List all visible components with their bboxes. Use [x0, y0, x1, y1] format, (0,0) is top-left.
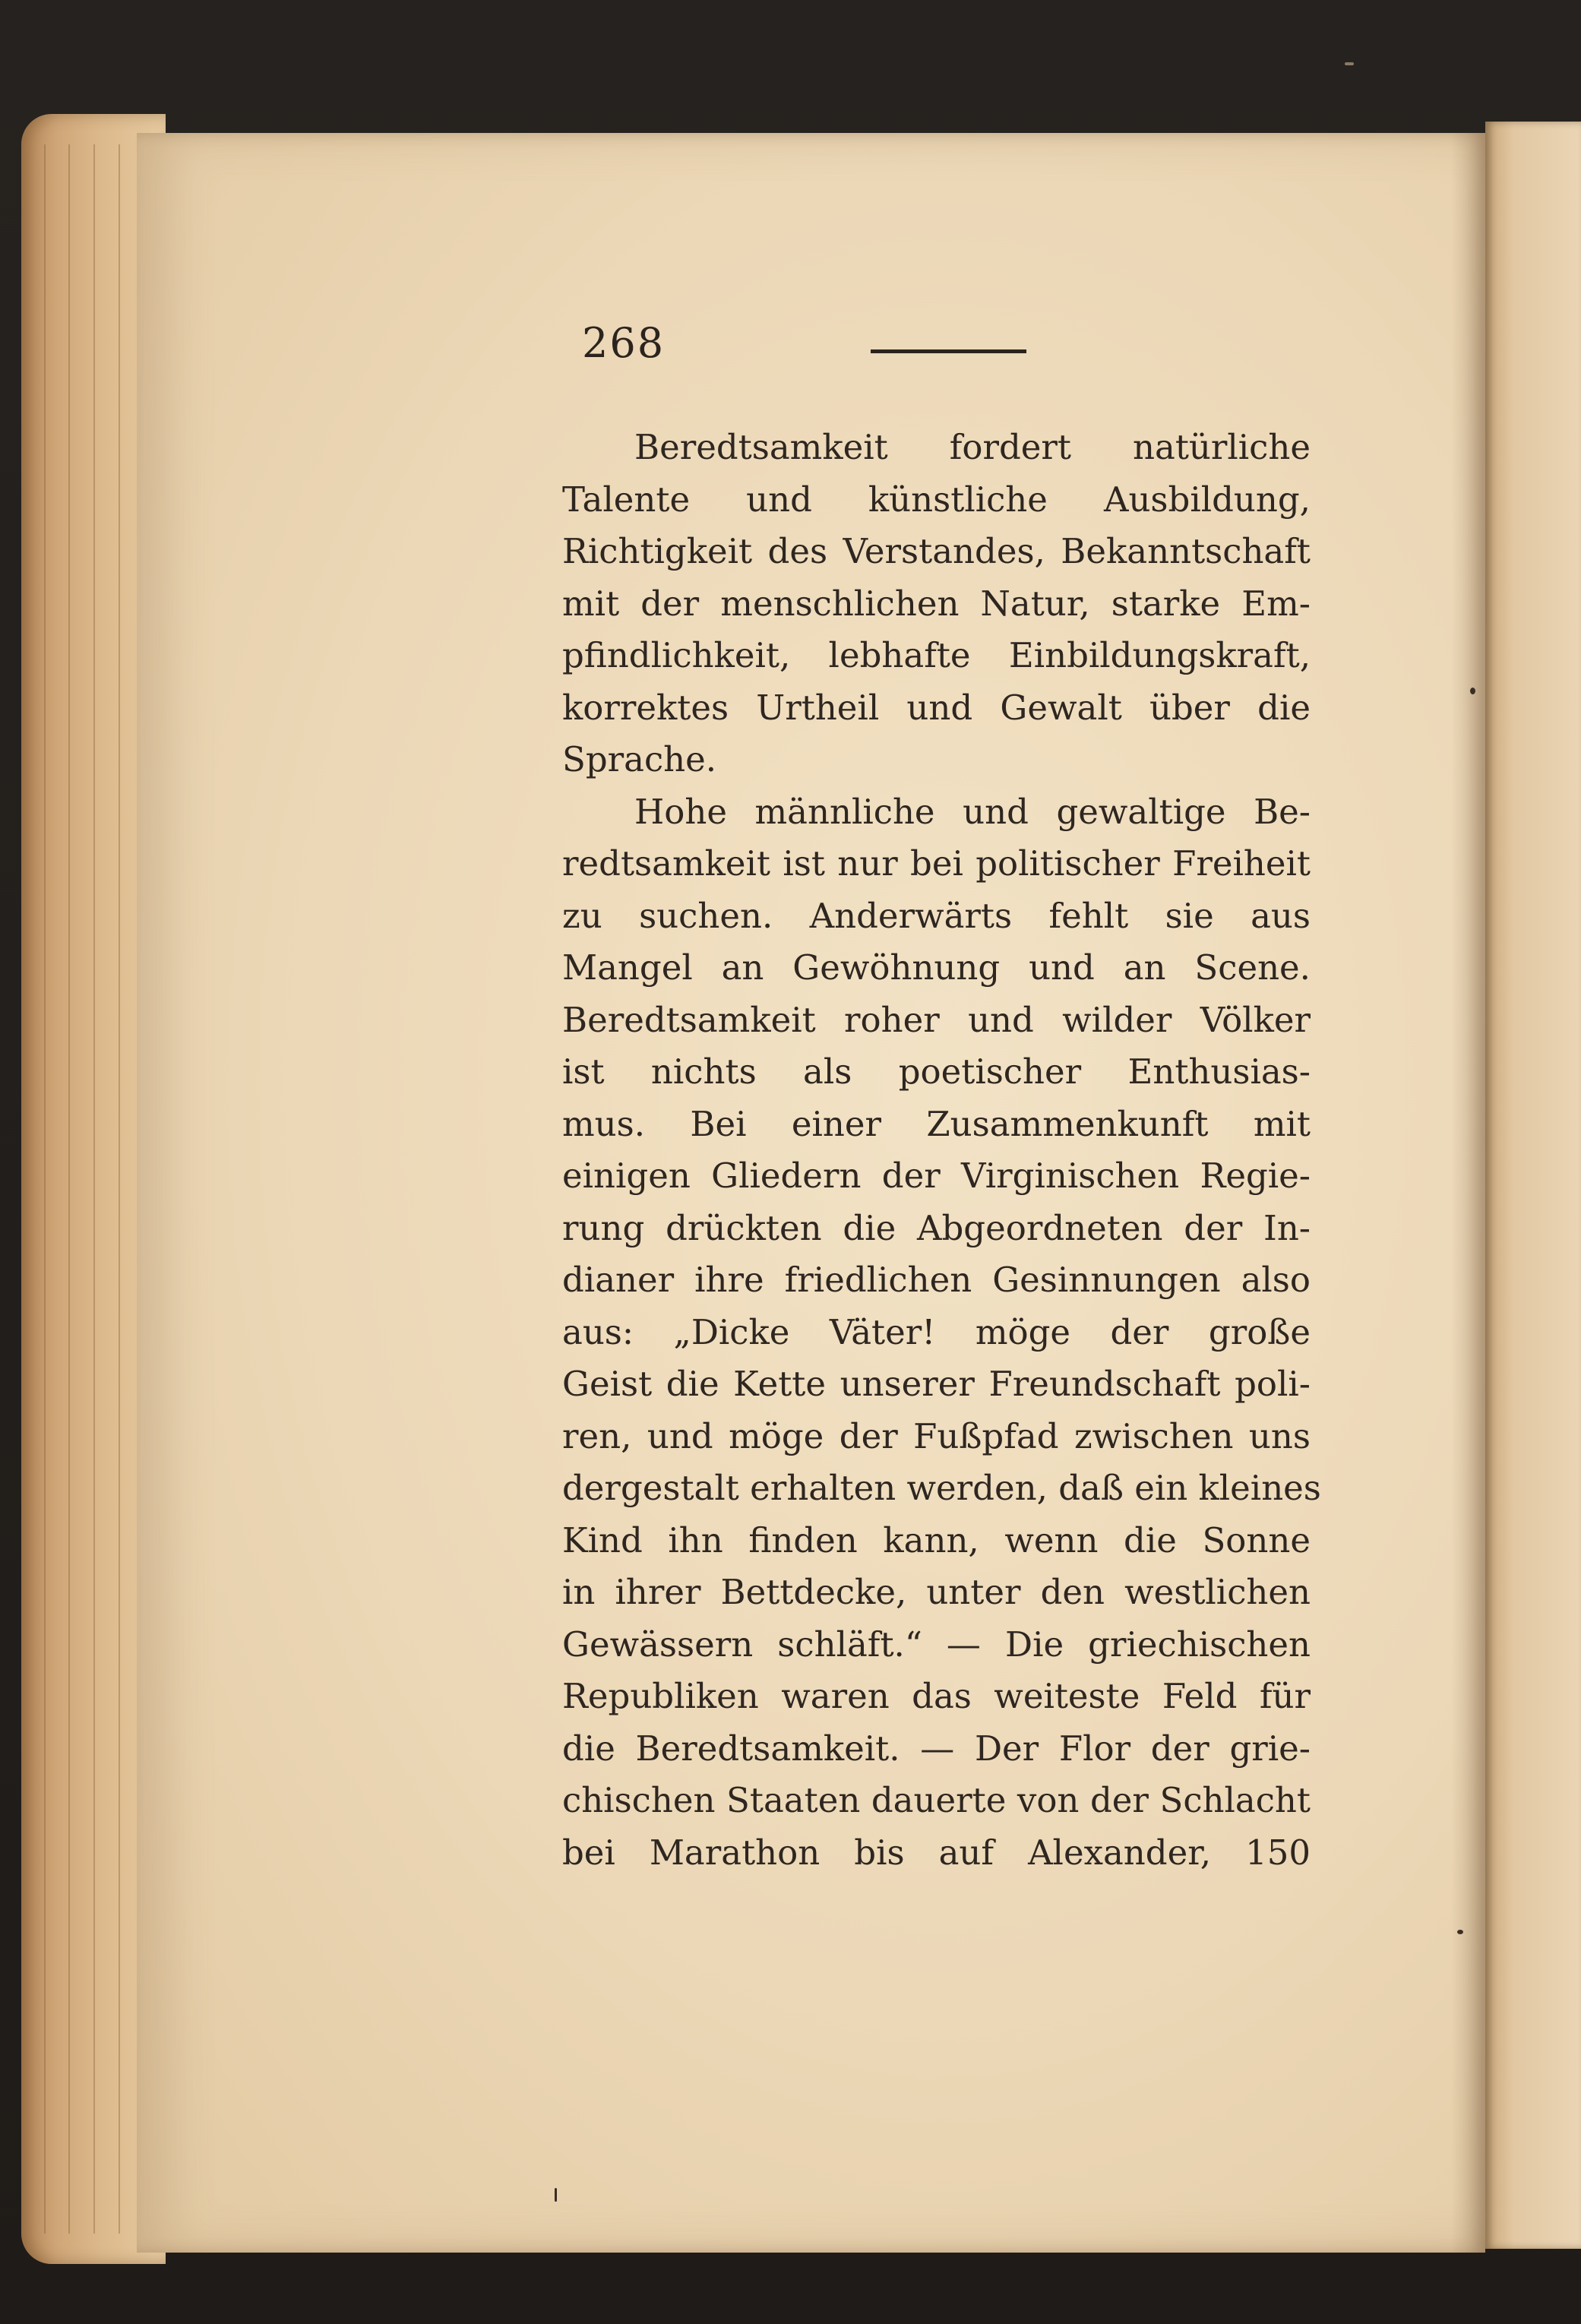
text-line: in ihrer Bettdecke, unter den westlichen [562, 1572, 1311, 1612]
text-line: Beredtsamkeit roher und wilder Völker [562, 999, 1311, 1040]
text-line: mit der menschlichen Natur, starke Em- [562, 583, 1311, 624]
text-line: bei Marathon bis auf Alexander, 150 [562, 1832, 1311, 1873]
text-line: korrektes Urtheil und Gewalt über die [562, 687, 1311, 728]
paper-speck [555, 2188, 557, 2202]
text-line: rung drückten die Abgeordneten der In- [562, 1207, 1311, 1248]
text-line: Kind ihn finden kann, wenn die Sonne [562, 1519, 1311, 1560]
text-line: Republiken waren das weiteste Feld für [562, 1676, 1311, 1716]
text-line: zu suchen. Anderwärts fehlt sie aus [562, 895, 1311, 936]
text-line: redtsamkeit ist nur bei politischer Freiheit [562, 843, 1311, 884]
text-line: aus: „Dicke Väter! möge der große [562, 1311, 1311, 1352]
facing-page-edge [1485, 122, 1581, 2249]
text-line: chischen Staaten dauerte von der Schlacht [562, 1780, 1311, 1820]
text-line: die Beredtsamkeit. — Der Flor der grie- [562, 1728, 1311, 1769]
page-edge-line [44, 144, 46, 2234]
body-text [562, 422, 1321, 1879]
header-rule [871, 349, 1026, 353]
page-edge-line [93, 144, 95, 2234]
text-line: Geist die Kette unserer Freundschaft poli- [562, 1364, 1311, 1404]
paper-speck [1457, 1930, 1463, 1934]
text-line: ist nichts als poetischer Enthusias- [562, 1051, 1311, 1092]
text-line: Hohe männliche und gewaltige Be- [634, 791, 1311, 832]
text-line: Gewässern schläft.“ — Die griechischen [562, 1624, 1311, 1665]
text-line: Talente und künstliche Ausbildung, [562, 479, 1311, 520]
text-line: Mangel an Gewöhnung und an Scene. [562, 947, 1311, 988]
text-line: dergestalt erhalten werden, daß ein kleines [562, 1468, 1321, 1508]
text-line: einigen Gliedern der Virginischen Regie- [562, 1156, 1311, 1196]
gutter-shadow [1451, 133, 1485, 2253]
page-edge-line [68, 144, 70, 2234]
text-line: mus. Bei einer Zusammenkunft mit [562, 1103, 1311, 1144]
text-line: Sprache. [562, 739, 717, 779]
text-line: Beredtsamkeit fordert natürliche [634, 427, 1311, 467]
page-header [582, 319, 1038, 380]
paper-speck [1345, 62, 1354, 65]
page-edge-line [119, 144, 120, 2234]
text-line: dianer ihre friedlichen Gesinnungen also [562, 1260, 1311, 1300]
page-number: 268 [582, 319, 666, 367]
text-line: Richtigkeit des Verstandes, Bekanntschaft [562, 531, 1311, 571]
paper-speck [1470, 688, 1475, 694]
text-line: pfindlichkeit, lebhafte Einbildungskraft, [562, 635, 1311, 675]
text-line: ren, und möge der Fußpfad zwischen uns [562, 1415, 1311, 1456]
